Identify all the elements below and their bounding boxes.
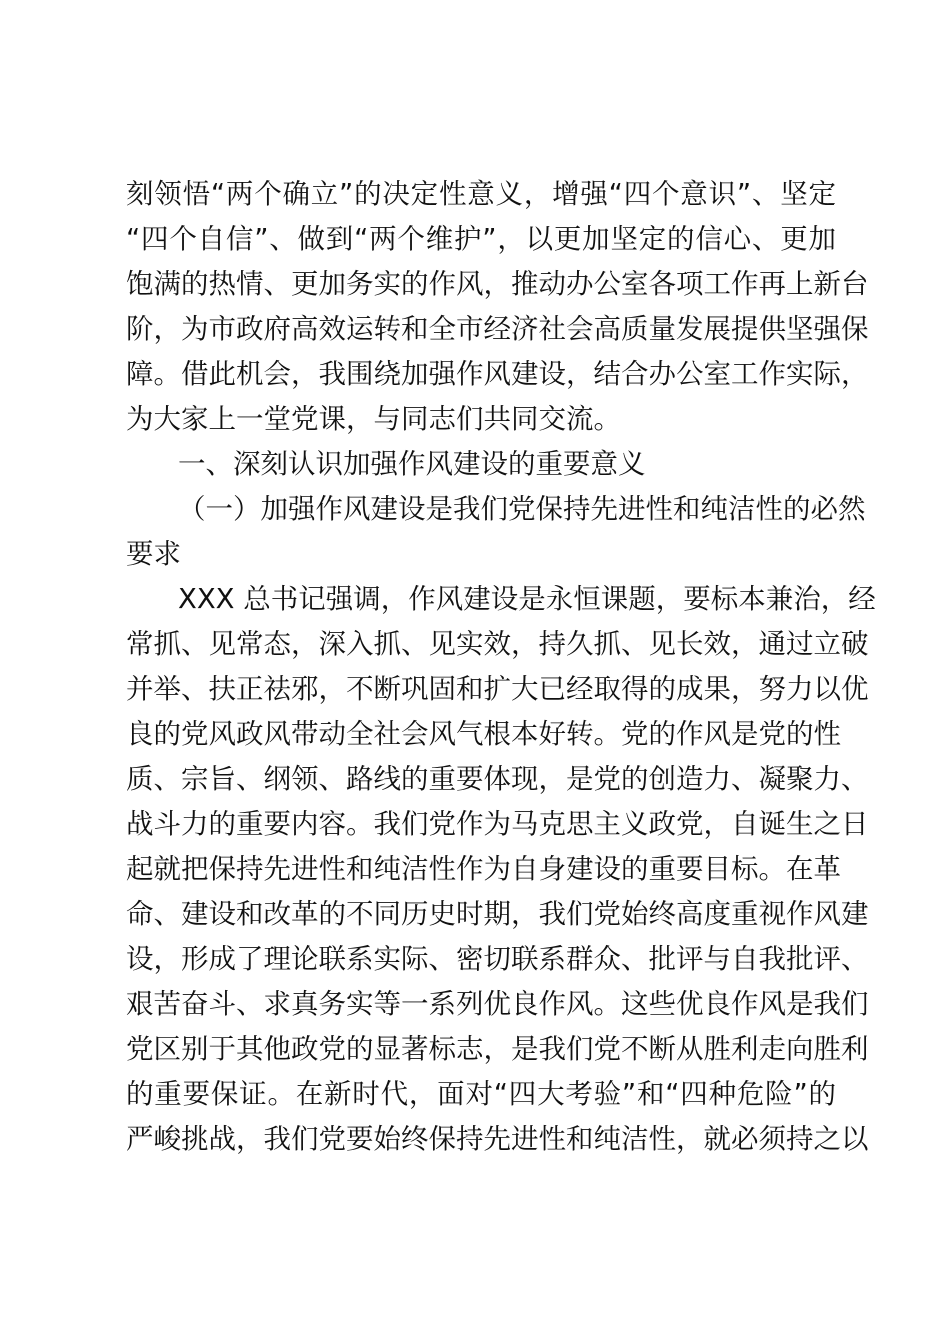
body-text-line: 党区别于其他政党的显著标志，是我们党不断从胜利走向胜利	[126, 1033, 869, 1065]
body-text-line: 并举、扶正祛邪，不断巩固和扩大已经取得的成果，努力以优	[126, 673, 869, 705]
body-text-line: 障。借此机会，我围绕加强作风建设，结合办公室工作实际，	[126, 358, 869, 390]
body-text-line: 战斗力的重要内容。我们党作为马克思主义政党，自诞生之日	[126, 808, 869, 840]
body-text-line: 为大家上一堂党课，与同志们共同交流。	[126, 403, 621, 435]
subsection-heading-continued: 要求	[126, 538, 181, 570]
body-text-line: 刻领悟“两个确立”的决定性意义，增强“四个意识”、坚定	[126, 178, 836, 210]
section-heading: 一、深刻认识加强作风建设的重要意义	[178, 448, 646, 480]
body-text-line: 良的党风政风带动全社会风气根本好转。党的作风是党的性	[126, 718, 841, 750]
body-text-line: 设，形成了理论联系实际、密切联系群众、批评与自我批评、	[126, 943, 869, 975]
body-text-line: 严峻挑战，我们党要始终保持先进性和纯洁性，就必须持之以	[126, 1123, 869, 1155]
body-text-line: 饱满的热情、更加务实的作风，推动办公室各项工作再上新台	[126, 268, 869, 300]
body-text-line: “四个自信”、做到“两个维护”，以更加坚定的信心、更加	[126, 223, 836, 255]
body-text-line: 阶，为市政府高效运转和全市经济社会高质量发展提供坚强保	[126, 313, 869, 345]
body-text-line: 艰苦奋斗、求真务实等一系列优良作风。这些优良作风是我们	[126, 988, 869, 1020]
body-text-line: 命、建设和改革的不同历史时期，我们党始终高度重视作风建	[126, 898, 869, 930]
body-text-line: 的重要保证。在新时代，面对“四大考验”和“四种危险”的	[126, 1078, 836, 1110]
body-text-line: 质、宗旨、纲领、路线的重要体现，是党的创造力、凝聚力、	[126, 763, 869, 795]
body-text-line: 常抓、见常态，深入抓、见实效，持久抓、见长效，通过立破	[126, 628, 869, 660]
body-text-line: 起就把保持先进性和纯洁性作为自身建设的重要目标。在革	[126, 853, 841, 885]
subsection-heading: （一）加强作风建设是我们党保持先进性和纯洁性的必然	[178, 493, 866, 525]
paragraph-first-line: XXX 总书记强调，作风建设是永恒课题，要标本兼治，经	[178, 583, 876, 615]
